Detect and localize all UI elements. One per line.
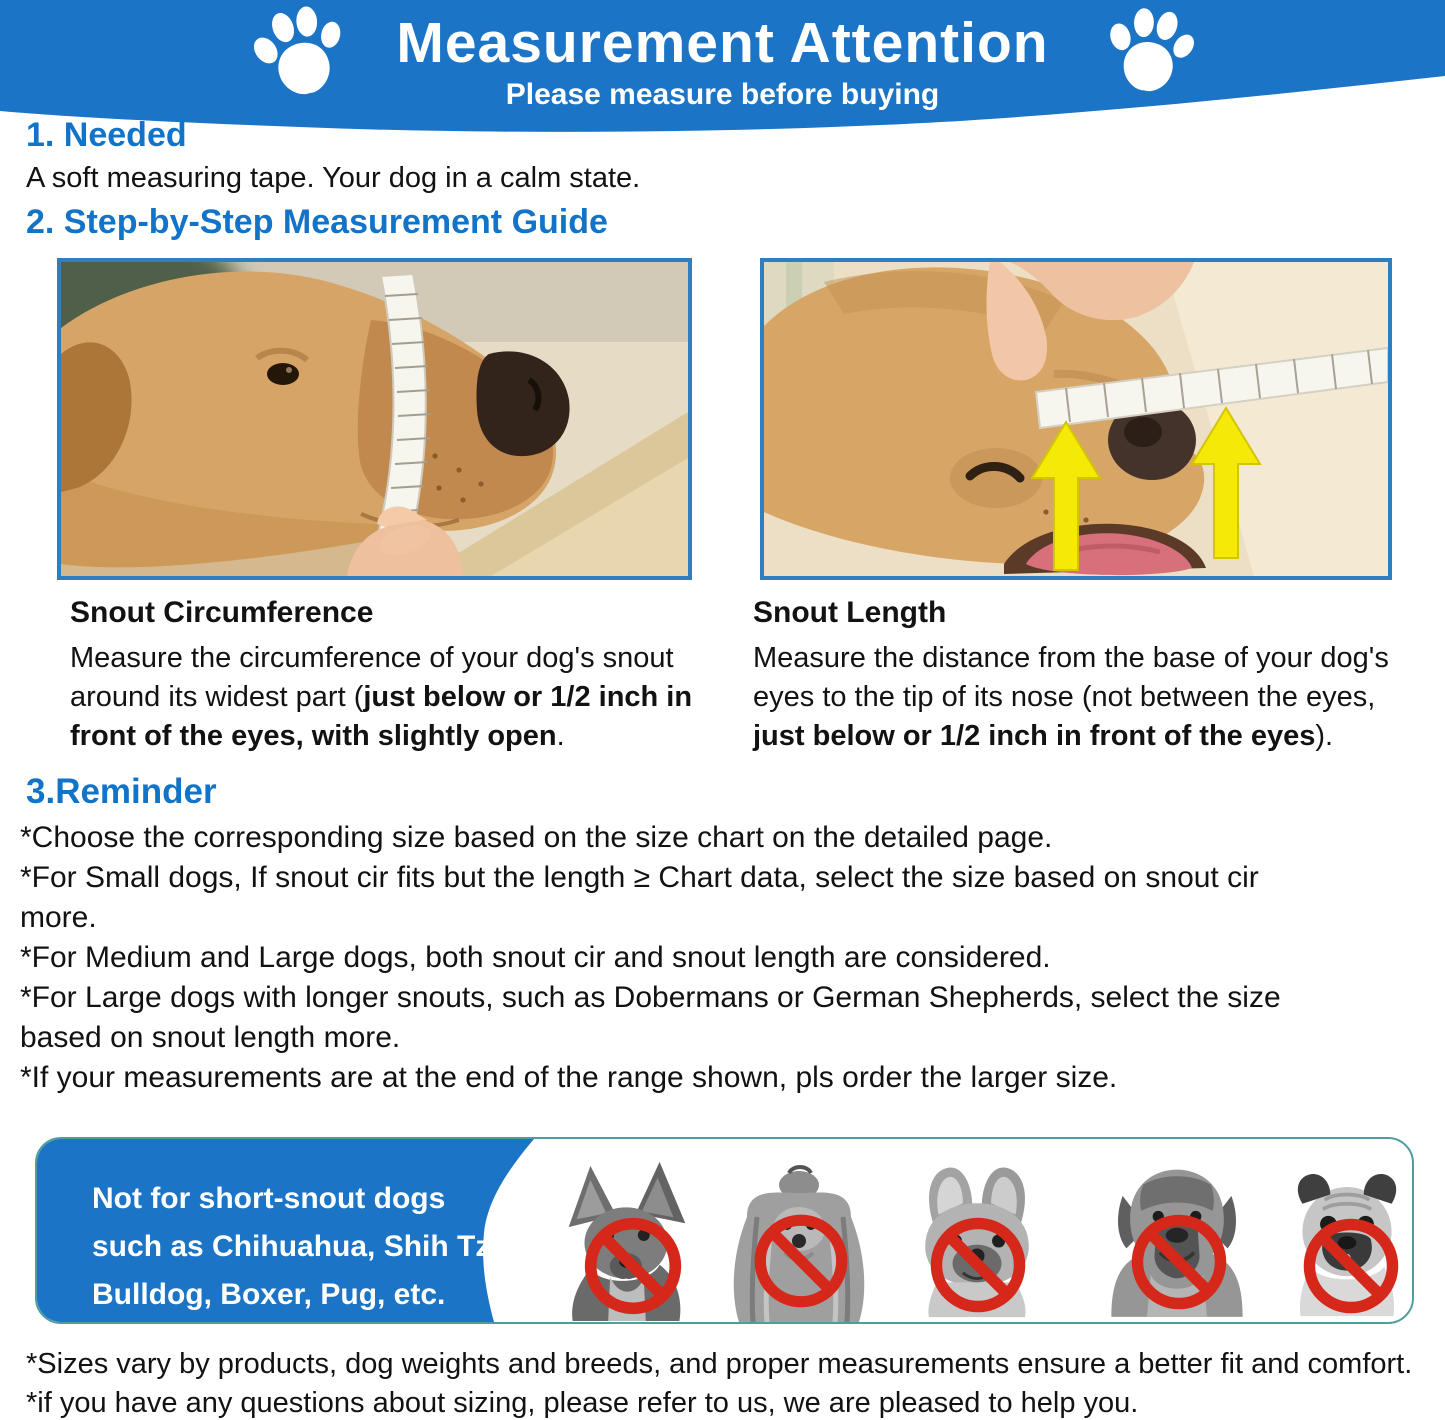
reminder-list [20,818,1281,1098]
reminder-item: *For Large dogs with longer snouts, such as Dobermans or German Shepherds, select the size [20,981,1281,1014]
banner-line: such as Chihuahua, Shih Tzu, [92,1230,518,1263]
prohibition-icon [1298,1213,1404,1319]
circumference-title: Snout Circumference [70,596,374,629]
caption-text: around its widest part ( [70,681,364,713]
length-title: Snout Length [753,596,947,629]
caption-text: . [556,720,565,752]
pug-photo [1282,1157,1412,1322]
prohibition-icon [749,1209,853,1313]
guide-heading: 2. Step-by-Step Measurement Guide [26,203,608,241]
not-for-banner [35,1137,1414,1324]
needed-body: A soft measuring tape. Your dog in a calm state. [26,162,641,194]
reminder-item-continued: more. [20,901,97,934]
footer-note: *Sizes vary by products, dog weights and breeds, and proper measurements ensure a better fit and comfort. [26,1348,1413,1380]
length-caption [753,596,1413,756]
caption-text-bold: front of the eyes, with slightly open [70,720,557,752]
length-description [753,639,1413,756]
reminder-heading: 3.Reminder [26,772,217,811]
prohibition-icon [1126,1209,1232,1315]
needed-heading: 1. Needed [26,116,187,154]
page-title: Measurement Attention [396,11,1049,75]
banner-line: Not for short-snout dogs [92,1182,446,1215]
chihuahua-photo [539,1157,712,1322]
caption-text: Measure the circumference of your dog's snout [70,642,674,674]
circumference-caption [70,596,730,756]
reminder-item-continued: based on snout length more. [20,1021,401,1054]
footer-note: *if you have any questions about sizing, please refer to us, we are pleased to help you. [26,1387,1139,1419]
snout-circumference-photo [57,258,692,580]
circumference-description [70,639,730,756]
prohibition-icon [579,1212,687,1320]
boxer-mastiff-photo [1102,1157,1252,1322]
page-subtitle: Please measure before buying [505,78,940,111]
french-bulldog-photo [897,1157,1057,1322]
footer-notes [26,1345,1412,1420]
caption-text: ). [1315,720,1334,752]
caption-text: eyes to the tip of its nose (not between the eyes, [753,681,1376,713]
caption-text: Measure the distance from the base of your dog's [753,642,1389,674]
banner-line: Bulldog, Boxer, Pug, etc. [92,1278,446,1311]
reminder-item: *For Small dogs, If snout cir fits but the length ≥ Chart data, select the size based on snout cir [20,861,1259,894]
banner-text [92,1175,517,1319]
prohibition-icon [925,1212,1031,1318]
shih-tzu-photo [727,1157,872,1322]
caption-text-bold: just below or 1/2 inch in [363,681,693,713]
caption-text-bold: just below or 1/2 inch in front of the eyes [753,720,1316,752]
reminder-item: *If your measurements are at the end of the range shown, pls order the larger size. [20,1061,1118,1094]
reminder-item: *Choose the corresponding size based on the size chart on the detailed page. [20,821,1053,854]
reminder-item: *For Medium and Large dogs, both snout cir and snout length are considered. [20,941,1051,974]
snout-length-photo [760,258,1392,580]
